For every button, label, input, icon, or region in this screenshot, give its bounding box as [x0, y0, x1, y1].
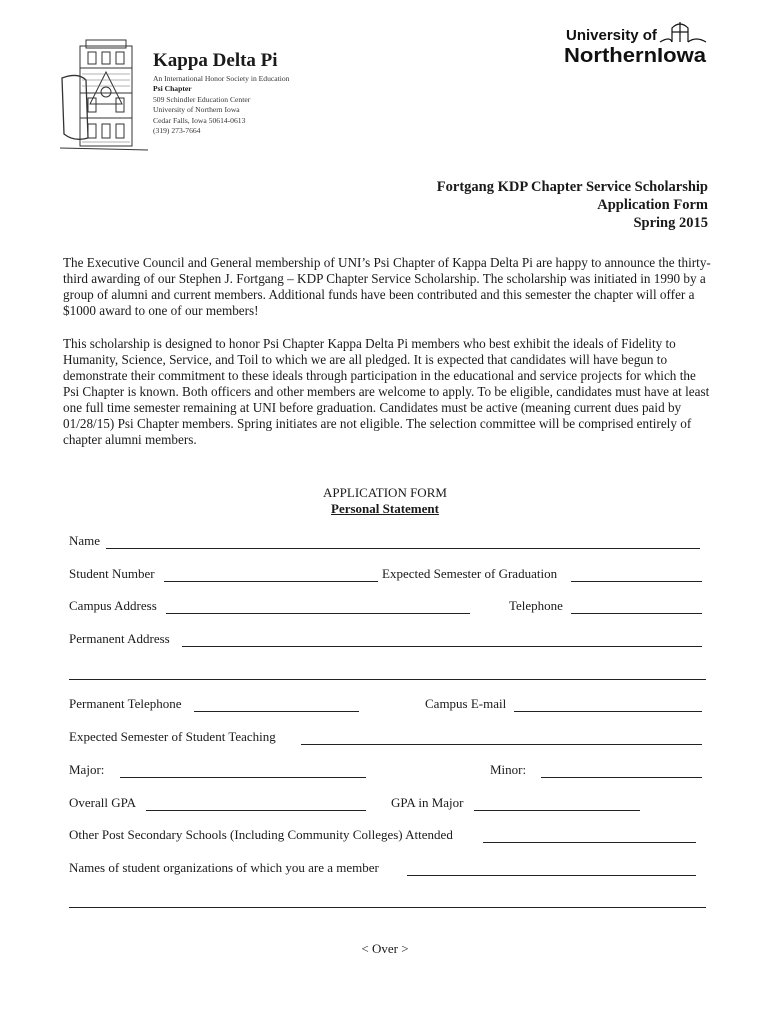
svg-text:University of: University of — [566, 27, 657, 44]
campus-address-label: Campus Address — [69, 598, 157, 613]
page-over-marker: < Over > — [361, 941, 409, 956]
form-subtitle: Personal Statement — [331, 501, 439, 516]
minor-label: Minor: — [490, 762, 527, 777]
name-field[interactable] — [106, 548, 700, 549]
title-line-1: Fortgang KDP Chapter Service Scholarship — [436, 179, 708, 195]
intro-paragraph: The Executive Council and General membership of UNI’s Psi Chapter of Kappa Delta Pi are happy to announce the thirty-third awarding of our Stephen J. Fortgang – KDP Chapter Service Scholarship. The scholarship was initiated in 1990 by a group of alumni and current members. Additional funds have been contributed and this semester the chapter will offer a $1000 award to one of our members! — [63, 255, 711, 318]
kdp-building-seal-logo — [58, 38, 153, 160]
gpa-major-label: GPA in Major — [391, 795, 464, 810]
major-field[interactable] — [120, 777, 366, 778]
overall-gpa-field[interactable] — [146, 810, 366, 811]
org-address-line: University of Northern Iowa — [153, 105, 240, 115]
student-teaching-field[interactable] — [301, 744, 702, 745]
org-address-line: 509 Schindler Education Center — [153, 94, 251, 104]
org-name: Kappa Delta Pi — [153, 50, 278, 71]
name-label: Name — [69, 533, 101, 548]
student-teaching-label: Expected Semester of Student Teaching — [69, 729, 276, 744]
org-tagline: An International Honor Society in Education — [153, 74, 290, 83]
permanent-telephone-field[interactable] — [194, 711, 359, 712]
organizations-label: Names of student organizations of which you are a member — [69, 860, 379, 875]
student-number-field[interactable] — [164, 581, 378, 582]
overall-gpa-label: Overall GPA — [69, 795, 137, 810]
student-number-label: Student Number — [69, 566, 155, 581]
permanent-telephone-label: Permanent Telephone — [69, 696, 182, 711]
university-logo — [560, 18, 710, 70]
campus-address-field[interactable] — [166, 613, 470, 614]
org-address-block — [153, 74, 289, 136]
title-line-3: Spring 2015 — [633, 215, 708, 231]
permanent-address-field-line-2[interactable] — [69, 679, 706, 680]
organizations-field-line-2[interactable] — [69, 907, 706, 908]
graduation-field[interactable] — [571, 581, 702, 582]
eligibility-paragraph: This scholarship is designed to honor Psi Chapter Kappa Delta Pi members who best exhibit the ideals of Fidelity to Humanity, Science, Service, and Toil to which we are all pledged. It is expected that candidates will have begun to demonstrate their commitment to these ideals through participation in the educational and service projects for which the Psi Chapter is known. Both officers and other members are welcome to apply. To be eligible, candidates must have at least one full time semester remaining at UNI before graduation. Candidates must be active (meaning current dues paid by 01/28/15) Psi Chapter members. Spring initiates are not eligible. The selection committee will be comprised entirely of chapter alumni members. — [63, 336, 710, 447]
form-title: APPLICATION FORM — [323, 485, 447, 500]
title-line-2: Application Form — [597, 197, 708, 213]
telephone-field[interactable] — [571, 613, 702, 614]
org-chapter: Psi Chapter — [153, 84, 192, 94]
organizations-field[interactable] — [407, 875, 696, 876]
minor-field[interactable] — [541, 777, 702, 778]
gpa-major-field[interactable] — [474, 810, 640, 811]
document-title — [437, 178, 708, 232]
permanent-address-field[interactable] — [182, 646, 702, 647]
graduation-label: Expected Semester of Graduation — [382, 566, 558, 581]
org-phone: (319) 273-7664 — [153, 126, 201, 136]
org-address-line: Cedar Falls, Iowa 50614-0613 — [153, 115, 246, 125]
campus-email-label: Campus E-mail — [425, 696, 507, 711]
telephone-label: Telephone — [509, 598, 563, 613]
campus-email-field[interactable] — [514, 711, 702, 712]
other-schools-field[interactable] — [483, 842, 696, 843]
svg-text:NorthernIowa: NorthernIowa — [564, 44, 707, 67]
other-schools-label: Other Post Secondary Schools (Including Community Colleges) Attended — [69, 827, 453, 842]
form-heading — [0, 485, 770, 517]
major-label: Major: — [69, 762, 105, 777]
permanent-address-label: Permanent Address — [69, 631, 170, 646]
